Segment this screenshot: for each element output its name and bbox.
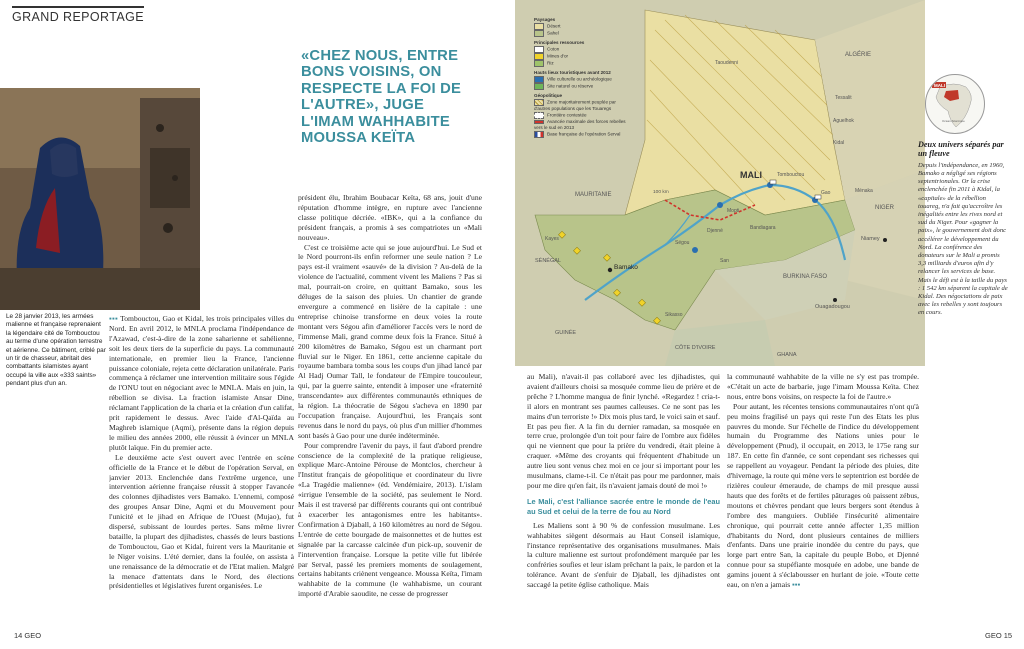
- inset-sublabel: Océan Atlantique: [942, 119, 965, 123]
- mali-desert-zone: [625, 10, 845, 215]
- legend-swatch: [534, 76, 544, 83]
- map-label-bandiagara: Bandiagara: [750, 225, 776, 231]
- paragraph: [727, 402, 919, 590]
- legend-item: [534, 46, 632, 53]
- map-label-sikasso: Sikasso: [665, 312, 683, 318]
- article-column-3: [527, 372, 720, 624]
- legend-swatch: [534, 83, 544, 90]
- map-scale-label: 100 km: [653, 190, 669, 195]
- inset-label: MALI: [934, 83, 945, 88]
- map-label-menaka: Ménaka: [855, 188, 873, 194]
- map-label-taoudenni: Taoudenni: [715, 60, 739, 66]
- inset-locator-map: [925, 74, 985, 134]
- section-rubric: GRAND REPORTAGE: [12, 6, 144, 24]
- map-label-bamako: Bamako: [614, 264, 638, 271]
- legend-item: [534, 23, 632, 30]
- legend-item: [534, 131, 632, 138]
- legend-label: Avancée maximale des forces rebelles vers le sud en 2013: [534, 119, 626, 130]
- map-label-tessalit: Tessalit: [835, 95, 852, 101]
- map-label-ghana: GHANA: [777, 352, 797, 358]
- paragraph-text: Pour autant, les récentes tensions communautaires n'ont qu'à peu moins fragilisé un pays qui reste l'un des Etats les plus pauvres du monde. Sur l'échelle de l'indice du développement humain du Programme des Nations unies pour le développement (Pnud), il occupait, en 2013, le 175e rang sur 187. En cette fin d'année, ce sont cependant ses richesses qui se rappellent au voyageur. Pendant la période des pluies, dite d'hivernage, la route qui mène vers le septentrion est bordée de rizières couleur émeraude, de champs de mil presque aussi hauts que des forêts et de fertiles pâturages où paissent zébus, moutons et chèvres pendant que leurs bergers sont étendus à l'ombre des manguiers. Oubliée l'insécurité alimentaire chronique, qui pourrait cette année affecter 1,35 million d'habitants du Nord, dont plusieurs centaines de milliers d'enfants. Dans une prairie inondée du centre du pays, que lorge part entre San, la capitale du peuple Bobo, et Djenné connue pour sa stupéfiante mosquée en adobe, une bande de gamins jouent à s'éclabousser en hurlant de joie. «Toute cette eau, on n'en a jamais: [727, 401, 919, 590]
- legend-label: Mines d'or: [547, 53, 569, 59]
- map-label-guinee: GUINÉE: [555, 330, 577, 336]
- legend-label: Riz: [547, 60, 554, 66]
- map-label-kidal: Kidal: [833, 140, 845, 146]
- map-label-tombouctou: Tombouctou: [777, 172, 805, 178]
- paragraph: Pour comprendre l'avenir du pays, il faut d'abord prendre conscience de la complexité de la pratique religieuse, explique Marc-Antoine Pérouse de Montclos, chercheur à l'Institut français de géopolitique et coordinateur du livre «La Tragédie malienne» (éd. Vendémiaire, 2013). L'islam «irrigue l'ensemble de la société, pas seulement le Nord. Mais il est traversé par différents courants qui ont contribué à exacerber les antagonismes entre les habitants». Confirmation à Djaball, à 160 kilomètres au nord de Ségou. L'entrée de cette bourgade de maisonnettes et de huttes est signalée par la carcasse calcinée d'un pick-up, souvenir de l'intervention française. Lorsque la petite ville fut libérée par Serval, passé les premiers moments de soulagement, certains habitants criènent vengeance. Moussa Keïta, l'imam wahhabite de la commune (le wahhabisme, un courant importé d'Arabie saoudite, ne cesse de progresser: [298, 440, 482, 599]
- map-label-algerie: ALGÉRIE: [845, 52, 872, 58]
- map-label-niamey: Niamey: [861, 236, 880, 242]
- legend-label: Ville culturelle ou archéologique: [547, 76, 612, 82]
- legend-swatch: [534, 112, 544, 119]
- map-label-aguelhok: Aguelhok: [833, 118, 854, 124]
- paragraph: au Mali), n'avait-il pas collaboré avec les djihadistes, qui avaient d'ailleurs choisi sa mosquée comme lieu de prière et de prêche ? L'homme mangua de finir lynché. «Regardez ! cria-t-il alors en montrant ses paumes calleuses. Ce ne sont pas les mains d'un terroriste !» Dix mois plus tard, le voici sain et sauf. Et pas peu fier. A la fin du dernier ramadan, sa mosquée en terre crue, prolongée d'un toit pour faire de l'ombre aux fidèles qui ne viennent que pour la prière du vendredi, était pleine à craquer. «Même des croyants qui fréquentent d'habitude un autre lieu sont venus chez moi en ce jour si important pour les musulmans, clame-t-il. Ce n'était pas pour me pardonner, mais pour me dire qu'en fait, ils n'avaient jamais douté de moi !»: [527, 372, 720, 490]
- legend-item: [534, 76, 632, 83]
- legend-label: Zone majoritairement peuplée par d'autres populations que les Touaregs: [534, 99, 616, 111]
- photo-illustration: [0, 88, 200, 310]
- legend-item: [534, 60, 632, 67]
- map-label-kayes: Kayes: [545, 236, 559, 242]
- legend-label: Frontière contestée: [547, 112, 587, 118]
- start-mark: ▪▪▪: [109, 314, 121, 323]
- paragraph: président élu, Ibrahim Boubacar Keïta, 68 ans, jouit d'une réputation d'homme intègre, en rupture avec l'ancienne classe politique décriée. «IBK», qui a la confiance du président français, a promis à ses compatriotes un «Mali nouveau».: [298, 193, 482, 242]
- paragraph: [109, 314, 294, 453]
- map-label-senegal: SÉNÉGAL: [535, 258, 561, 264]
- article-column-1: [109, 314, 294, 624]
- legend-label: Site naturel ou réserve: [547, 83, 594, 89]
- legend-item: [534, 99, 632, 112]
- legend-item: [534, 119, 632, 131]
- article-column-4: [727, 372, 919, 624]
- legend-swatch: [534, 46, 544, 53]
- legend-item: [534, 112, 632, 119]
- article-column-2: [298, 193, 482, 624]
- continue-mark: ▪▪▪: [790, 580, 801, 590]
- sidebar-body: Depuis l'indépendance, en 1960, Bamako a négligé ses régions septentrionales. Or la crise enclenchée fin 2011 à Kidal, la «capitale» de la rébellion touareg, n'a fait qu'accroître les inégalités entre les rives nord et sud du Niger. Pour «gagner la paix», le gouvernement doit donc accélérer le développement du Nord. La conférence des donateurs sur le Mali a promis 3,3 milliards d'euros afin d'y relancer les services de base. Mais le défi est à la taille du pays : 1 542 km séparent la capitale de Kidal. Des négociations de paix avec les rebelles y sont toujours en cours.: [918, 161, 1008, 317]
- legend-heading: Géopolitique: [534, 93, 563, 98]
- legend-label: Base française de l'opération Serval: [547, 131, 621, 137]
- legend-swatch: [534, 120, 544, 124]
- legend-item: [534, 53, 632, 60]
- pull-quote-headline: «CHEZ NOUS, ENTRE BONS VOISINS, ON RESPECTE LA FOI DE L'AUTRE», JUGE L'IMAM WAHHABITE MOUSSA KEÏTA: [301, 48, 462, 147]
- map-sidebar: [918, 140, 1008, 318]
- legend-item: [534, 30, 632, 37]
- legend-label: Sahel: [547, 30, 559, 36]
- paragraph: la communauté wahhabite de la ville ne s'y est pas trompée. «C'était un acte de barbarie, juge l'imam Moussa Keïta. Chez nous, entre bons voisins, on respecte la foi de l'autre.»: [727, 372, 919, 401]
- photo-caption: Le 28 janvier 2013, les armées malienne et française reprenaient la légendaire cité de Tombouctou au terme d'une opération terrestre et aérienne. Ce bâtiment, criblé par un tir de chasseur, abritait des combattants islamistes ayant occupé la ville aux «333 saints» pendant plus d'un an.: [6, 313, 106, 388]
- map-label-mauritanie: MAURITANIE: [575, 192, 612, 198]
- map-label-gao: Gao: [821, 190, 831, 196]
- paragraph: C'est ce troisième acte qui se joue aujourd'hui. Le Sud et le Nord pourront-ils enfin reformer une seule nation ? Le pays est-il vraiment «sauvé» de la division ? Au-delà de la violence de l'actualité, comment vivent les Maliens ? Pas si mal, pourrait-on croire, en quittant Bamako, sous les déluges de la saison des pluies. Un chantier de grande envergure a commencé en lisière de la capitale : une entreprise chinoise transforme en deux voies la route montant vers Ségou afin d'améliorer l'accès vers le nord de l'immense Mali, grand comme deux fois la France. Situé à 200 kilomètres de Bamako, Ségou est un charmant port fluvial sur le Niger. En 1861, cette ancienne capitale du royaume bambara tomba sous les coups d'un jihad lancé par Al Hadj Oumar Tall, le fondateur de l'Empire toucouleur, qui, par la guerre sainte, entendit à imposer une «fraternité transcendante» aux différentes communautés ethniques de la région. La théocratie de Ségou s'acheva en 1890 par l'occupation française. Aujourd'hui, les Français sont revenus dans le nord du pays, où plus d'un millier d'hommes sont basés à Gao pour une durée indéterminée.: [298, 242, 482, 440]
- page-number-left: 14 GEO: [14, 631, 42, 640]
- map-legend: [534, 14, 632, 138]
- photo-timbuktu: [0, 88, 200, 310]
- paragraph-text: Tombouctou, Gao et Kidal, les trois principales villes du Nord. En avril 2012, le MNLA proclama l'indépendance de l'Azawad, c'est-à-dire de la zone saharienne et sahélienne, soit les deux tiers de la superficie du pays. La communauté internationale, en premier lieu la France, l'ancienne puissance coloniale, rejeta cette déclaration unilatérale. Paris commença à réclamer une intervention militaire sous l'égide de l'ONU tout en négociant avec le MNLA. Mais en juin, la rébellion se divisa. La fraction islamiste Ansar Dine, réclamant l'application de la charia et la création d'un califat, prit rapidement le dessus. Avec l'aide d'Al-Qaïda au Maghreb islamique (Aqmi), présente dans la région depuis le milieu des années 2000, elle réussit à évincer un MNLA plutôt laïque. Fin du premier acte.: [109, 314, 294, 452]
- legend-swatch: [534, 23, 544, 30]
- sidebar-title: Deux univers séparés par un fleuve: [918, 140, 1004, 159]
- legend-swatch: [534, 53, 544, 60]
- legend-heading: Principales ressources: [534, 40, 585, 45]
- map-label-mali: MALI: [740, 170, 762, 180]
- map-label-djenne: Djenné: [707, 228, 723, 234]
- flag-icon: [534, 131, 544, 138]
- map-label-burkina: BURKINA FASO: [783, 274, 828, 280]
- map-label-segou: Ségou: [675, 240, 690, 246]
- legend-heading: Hauts lieux touristiques avant 2012: [534, 70, 611, 75]
- paragraph: Les Maliens sont à 90 % de confession musulmane. Les wahhabites siègent désormais au Haut Conseil islamique, l'instance représentative des organisations musulmanes. Mais la culture malienne est surtout profondément marquée par les confréries soufies et leur islam prêchant la paix, le pardon et la tolérance. Avant de s'enfuir de Djaball, les djihadistes ont saccagé la petite église catholique. Mais: [527, 520, 720, 590]
- map-label-mopti: Mopti: [727, 208, 740, 214]
- paragraph: Le deuxième acte s'est ouvert avec l'entrée en scène officielle de la France et le début de l'opération Serval, en janvier 2013. Enclenchée dans l'extrême urgence, une intervention aérienne française réussit à stopper l'avancée des colonnes djihadistes vers Bamako. L'ennemi, composé des groupes Ansar Dine, Aqmi et du Mouvement pour l'unicité et le jihad en Afrique de l'Ouest (Mujao), fut dispersé, subissant de lourdes pertes. Sans même livrer bataille, la plupart des djihadistes, chassés de leurs bastions de Tombouctou, Gao et Kidal, fuirent vers la Mauritanie et le Niger voisins. L'été dernier, dans la foulée, on assista à une renaissance de la démocratie et de l'Etat malien. Malgré la menace d'attentats dans le Nord, des élections présidentielles et législatives furent organisées. Le: [109, 452, 294, 591]
- legend-swatch: [534, 30, 544, 37]
- legend-swatch: [534, 99, 544, 106]
- section-subhead: Le Mali, c'est l'alliance sacrée entre le monde de l'eau au Sud et celui de la terre de fou au Nord: [527, 496, 720, 516]
- legend-label: Désert: [547, 23, 561, 29]
- map-label-san: San: [720, 258, 729, 264]
- legend-label: Coton: [547, 46, 560, 52]
- legend-heading: Paysages: [534, 17, 556, 22]
- legend-item: [534, 83, 632, 90]
- map-label-niger: NIGER: [875, 205, 895, 211]
- map-label-cote: CÔTE D'IVOIRE: [675, 345, 716, 351]
- legend-swatch: [534, 60, 544, 67]
- map-label-ouaga: Ouagadougou: [815, 304, 850, 310]
- page-number-right: GEO 15: [985, 631, 1013, 640]
